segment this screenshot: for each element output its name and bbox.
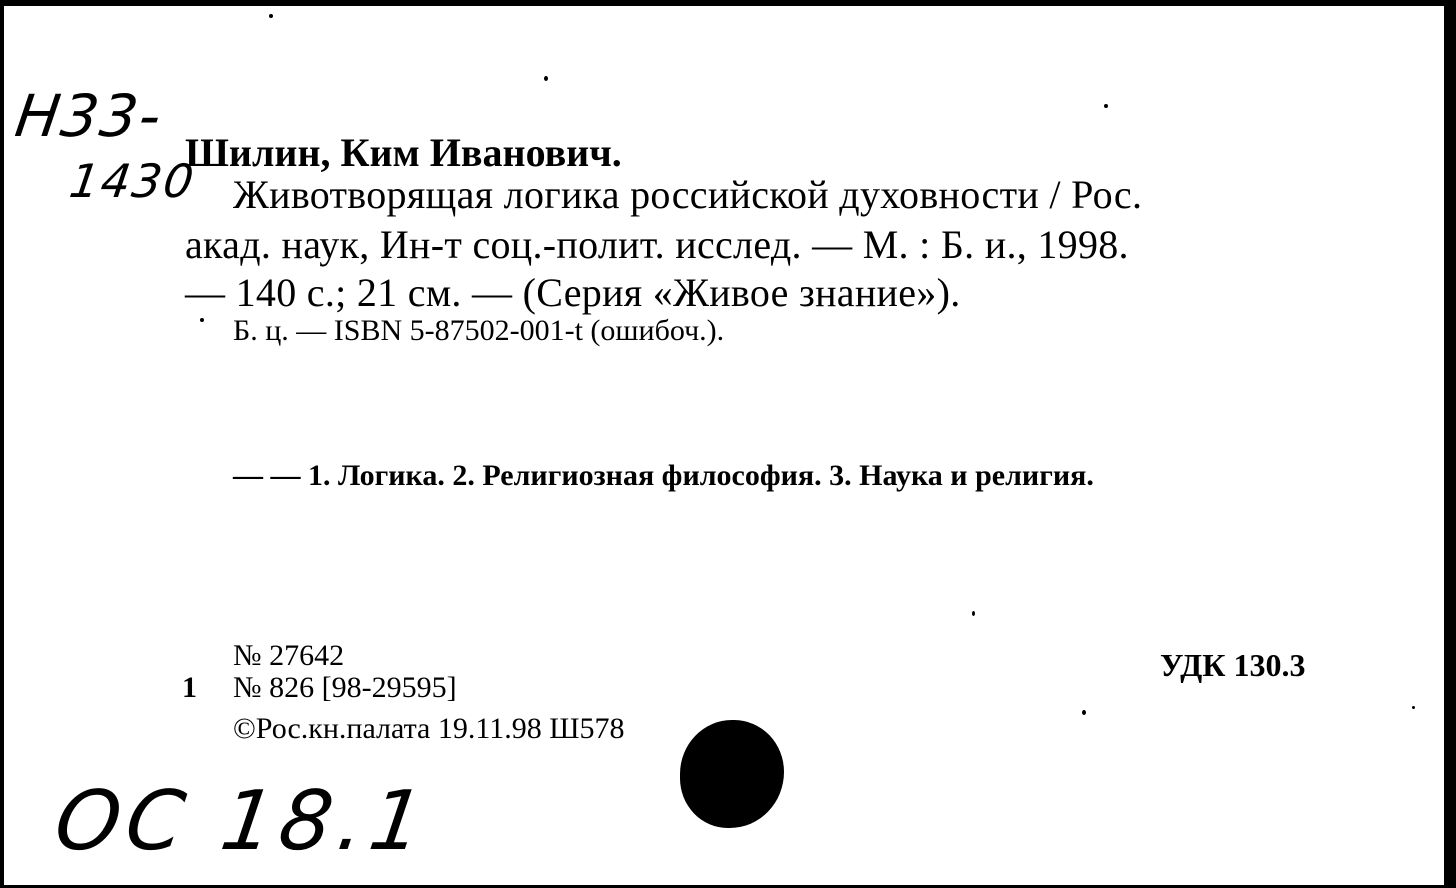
record-number: № 27642 [233,639,345,672]
scan-speck [200,318,204,322]
isbn-line: Б. ц. — ISBN 5-87502-001-t (ошибоч.). [233,314,725,347]
book-chamber-line: ©Рос.кн.палата 19.11.98 Ш578 [233,712,625,745]
scan-speck [269,14,273,18]
copy-marker: 1 [182,671,197,704]
scan-speck [1104,104,1108,108]
scan-speck [1412,706,1415,709]
scan-speck [544,76,548,81]
author-heading: Шилин, Ким Иванович. [185,130,622,175]
title-line-3: — 140 с.; 21 см. — (Серия «Живое знание»). [185,270,961,315]
scan-speck [972,611,975,616]
title-line-2: акад. наук, Ин-т соц.-полит. исслед. — М. : Б. и., 1998. [185,222,1129,267]
punch-hole [680,720,784,828]
shelfmark-line-2: 1430 [66,154,199,208]
scan-speck [1444,42,1447,45]
title-line-1: Животворящая логика российской духовности / Рос. [233,172,1143,217]
registration-number: № 826 [98-29595] [233,671,457,704]
scan-speck [1444,72,1447,75]
udk-code: УДК 130.3 [1160,647,1306,683]
scan-speck [1082,710,1086,715]
shelfmark-bottom: ОС 18.1 [49,774,436,869]
subject-headings: — — 1. Логика. 2. Религиозная философия. 3. Наука и религия. [233,459,1094,492]
shelfmark-line-1: Н33- [11,82,168,150]
